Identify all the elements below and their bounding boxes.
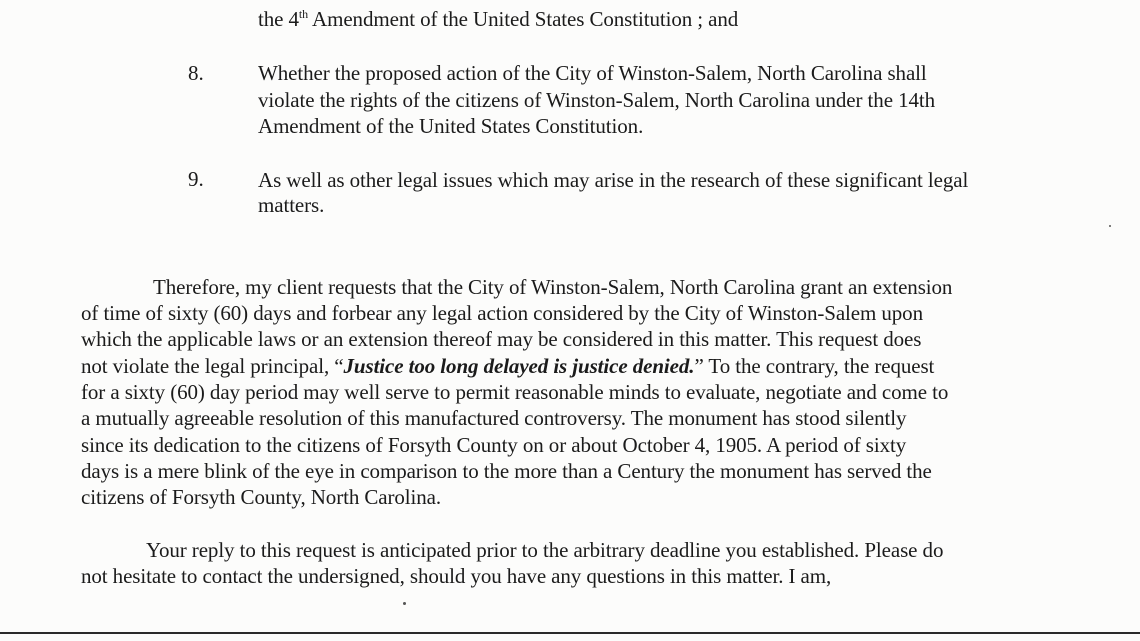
paragraph-1-line-4-post: ” To the contrary, the request [694, 354, 935, 378]
paragraph-2-line-1: Your reply to this request is anticipated prior to the arbitrary deadline you established. Please do [146, 538, 944, 562]
item-8-line-3: Amendment of the United States Constitution. [258, 114, 644, 138]
paragraph-1-line-3: which the applicable laws or an extension thereof may be considered in this matter. This request does [81, 327, 922, 351]
paragraph-1-line-9: citizens of Forsyth County, North Carolina. [81, 485, 442, 509]
paragraph-1-line-6: a mutually agreeable resolution of this manufactured controversy. The monument has stood silently [81, 406, 907, 430]
item-8-line-2: violate the rights of the citizens of Winston-Salem, North Carolina under the 14th [258, 88, 935, 112]
paragraph-1-line-2: of time of sixty (60) days and forbear any legal action considered by the City of Winston-Salem upon [81, 301, 923, 325]
item-8-number: 8. [188, 61, 204, 85]
item-9-number: 9. [188, 167, 204, 191]
scan-speck [1109, 225, 1111, 227]
paragraph-1-line-4-pre: not violate the legal principal, “ [81, 354, 344, 378]
item-7-superscript: th [298, 7, 309, 21]
paragraph-1-line-4 [81, 353, 934, 379]
item-9-line-2: matters. [258, 193, 325, 217]
paragraph-1-line-1: Therefore, my client requests that the City of Winston-Salem, North Carolina grant an extension [153, 275, 953, 299]
paragraph-1-line-8: days is a mere blink of the eye in comparison to the more than a Century the monument has served the [81, 459, 932, 483]
scan-speck [403, 602, 406, 605]
item-8-line-1: Whether the proposed action of the City of Winston-Salem, North Carolina shall [258, 61, 927, 85]
item-7-text-pre: the 4 [258, 7, 299, 31]
item-9-line-1: As well as other legal issues which may arise in the research of these significant legal [258, 168, 969, 192]
paragraph-1-line-7: since its dedication to the citizens of Forsyth County on or about October 4, 1905. A period of sixty [81, 433, 907, 457]
paragraph-1-line-5: for a sixty (60) day period may well serve to permit reasonable minds to evaluate, negotiate and come to [81, 380, 949, 404]
item-7-continuation [258, 6, 738, 32]
page-bottom-edge [0, 632, 1140, 634]
quoted-maxim: Justice too long delayed is justice denied. [343, 354, 695, 378]
paragraph-2-line-2: not hesitate to contact the undersigned, should you have any questions in this matter. I am, [81, 564, 832, 588]
item-7-text-post: Amendment of the United States Constitution ; and [308, 7, 739, 31]
